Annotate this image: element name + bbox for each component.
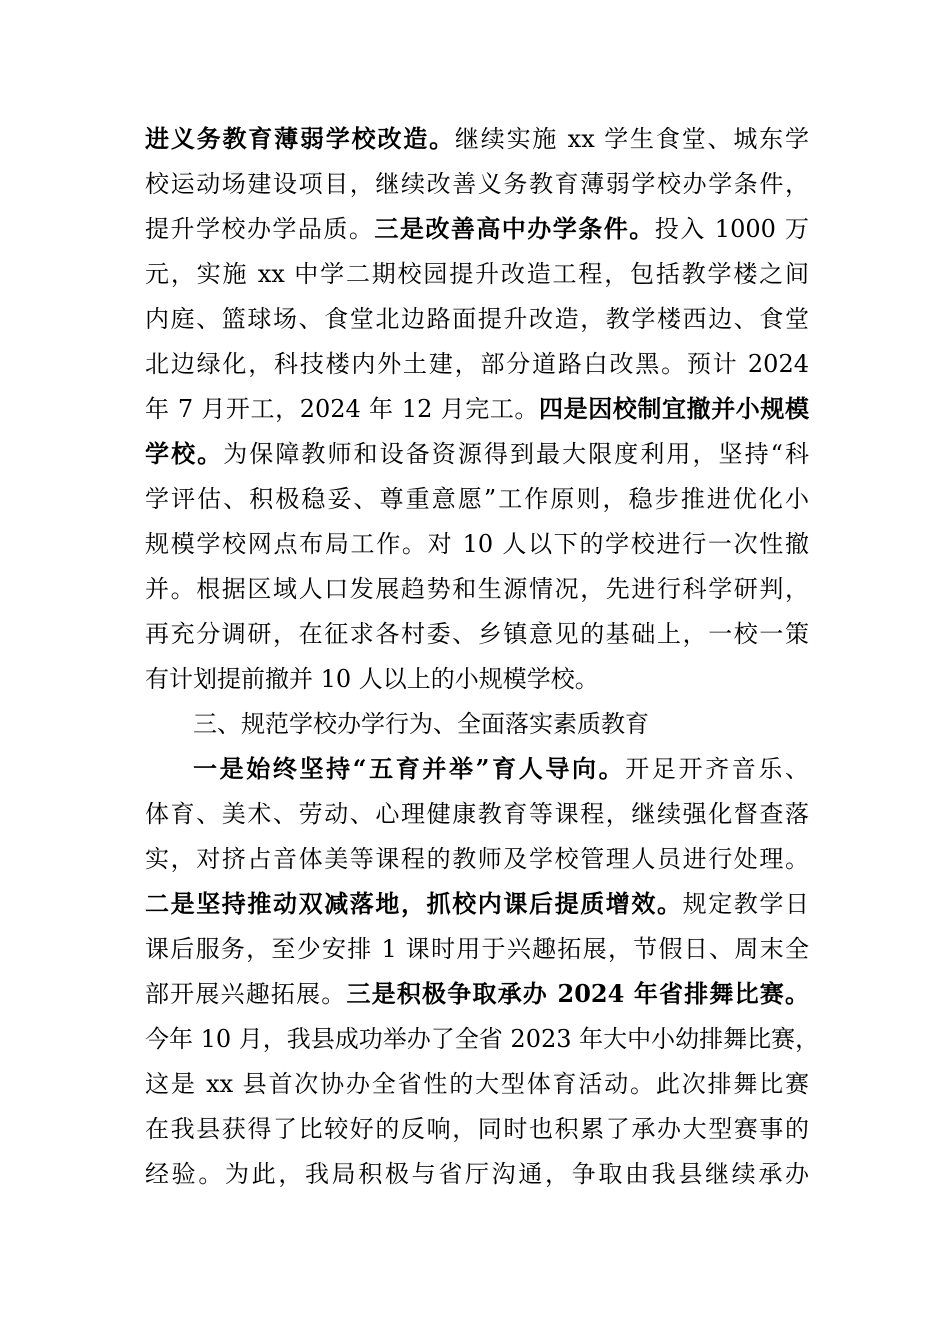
paragraph-line	[145, 1062, 809, 1106]
paragraph-line	[145, 882, 809, 926]
text-run: 学评估、积极稳妥、尊重意愿”工作原则，稳步推进优化小	[145, 485, 809, 513]
text-run: 课后服务，至少安排 1 课时用于兴趣拓展，节假日、周末全	[145, 935, 809, 963]
paragraph-line	[145, 477, 809, 521]
paragraph-line	[145, 297, 809, 341]
text-run: 为保障教师和设备资源得到最大限度利用，坚持“科	[223, 440, 809, 468]
text-run: 部开展兴趣拓展。	[145, 980, 347, 1008]
text-run: 体育、美术、劳动、心理健康教育等课程，继续强化督查落	[145, 800, 809, 828]
text-run: 规模学校网点布局工作。对 10 人以下的学校进行一次性撤	[145, 530, 809, 558]
paragraph-line	[145, 387, 809, 431]
text-run: 这是 xx 县首次协办全省性的大型体育活动。此次排舞比赛	[145, 1070, 809, 1098]
paragraph-line	[145, 1152, 809, 1196]
text-run: 一是始终坚持“五育并举”育人导向。	[193, 754, 626, 783]
paragraph-line	[145, 837, 809, 881]
text-run: 今年 10 月，我县成功举办了全省 2023 年大中小幼排舞比赛，	[145, 1025, 820, 1053]
text-run: 实，对挤占音体美等课程的教师及学校管理人员进行处理。	[145, 845, 809, 873]
paragraph-line	[193, 747, 809, 791]
paragraph-line	[145, 342, 809, 386]
text-run: 年 7 月开工，2024 年 12 月完工。	[145, 395, 540, 423]
paragraph-line	[145, 1107, 809, 1151]
text-run: 三是改善高中办学条件。	[374, 214, 655, 243]
text-run: 三是积极争取承办 2024 年省排舞比赛。	[346, 979, 809, 1008]
paragraph-line	[145, 432, 809, 476]
text-run: 提升学校办学品质。	[145, 215, 375, 243]
paragraph-line	[145, 927, 809, 971]
text-run: 开足开齐音乐、	[625, 755, 810, 783]
paragraph-line	[145, 522, 809, 566]
paragraph-line	[145, 207, 809, 251]
text-run: 在我县获得了比较好的反响，同时也积累了承办大型赛事的	[145, 1115, 809, 1143]
text-run: 投入 1000 万	[654, 215, 809, 243]
paragraph-line	[145, 162, 809, 206]
text-run: 并。根据区域人口发展趋势和生源情况，先进行科学研判，	[145, 575, 809, 603]
text-run: 继续实施 xx 学生食堂、城东学	[454, 125, 809, 153]
text-run: 北边绿化，科技楼内外土建，部分道路白改黑。预计 2024	[145, 350, 809, 378]
text-run: 进义务教育薄弱学校改造。	[145, 124, 455, 153]
section-heading: 三、规范学校办学行为、全面落实素质教育	[193, 710, 649, 738]
text-run: 规定教学日	[682, 890, 810, 918]
paragraph-line	[145, 612, 809, 656]
paragraph-line	[145, 567, 809, 611]
text-run: 内庭、篮球场、食堂北边路面提升改造，教学楼西边、食堂	[145, 305, 809, 333]
text-run: 二是坚持推动双减落地，抓校内课后提质增效。	[145, 889, 683, 918]
text-run: 经验。为此，我局积极与省厅沟通，争取由我县继续承办	[145, 1160, 809, 1188]
text-run: 再充分调研，在征求各村委、乡镇意见的基础上，一校一策	[145, 620, 809, 648]
paragraph-line	[145, 657, 809, 701]
text-run: 校运动场建设项目，继续改善义务教育薄弱学校办学条件，	[145, 170, 809, 198]
text-run: 四是因校制宜撤并小规模	[539, 394, 810, 423]
text-run: 元，实施 xx 中学二期校园提升改造工程，包括教学楼之间	[145, 260, 809, 288]
paragraph-line	[145, 972, 809, 1016]
paragraph-line	[145, 1017, 820, 1061]
paragraph-line	[145, 792, 809, 836]
paragraph-line	[145, 252, 809, 296]
text-run: 有计划提前撤并 10 人以上的小规模学校。	[145, 665, 599, 693]
text-run: 学校。	[145, 439, 224, 468]
paragraph-line	[145, 117, 809, 161]
